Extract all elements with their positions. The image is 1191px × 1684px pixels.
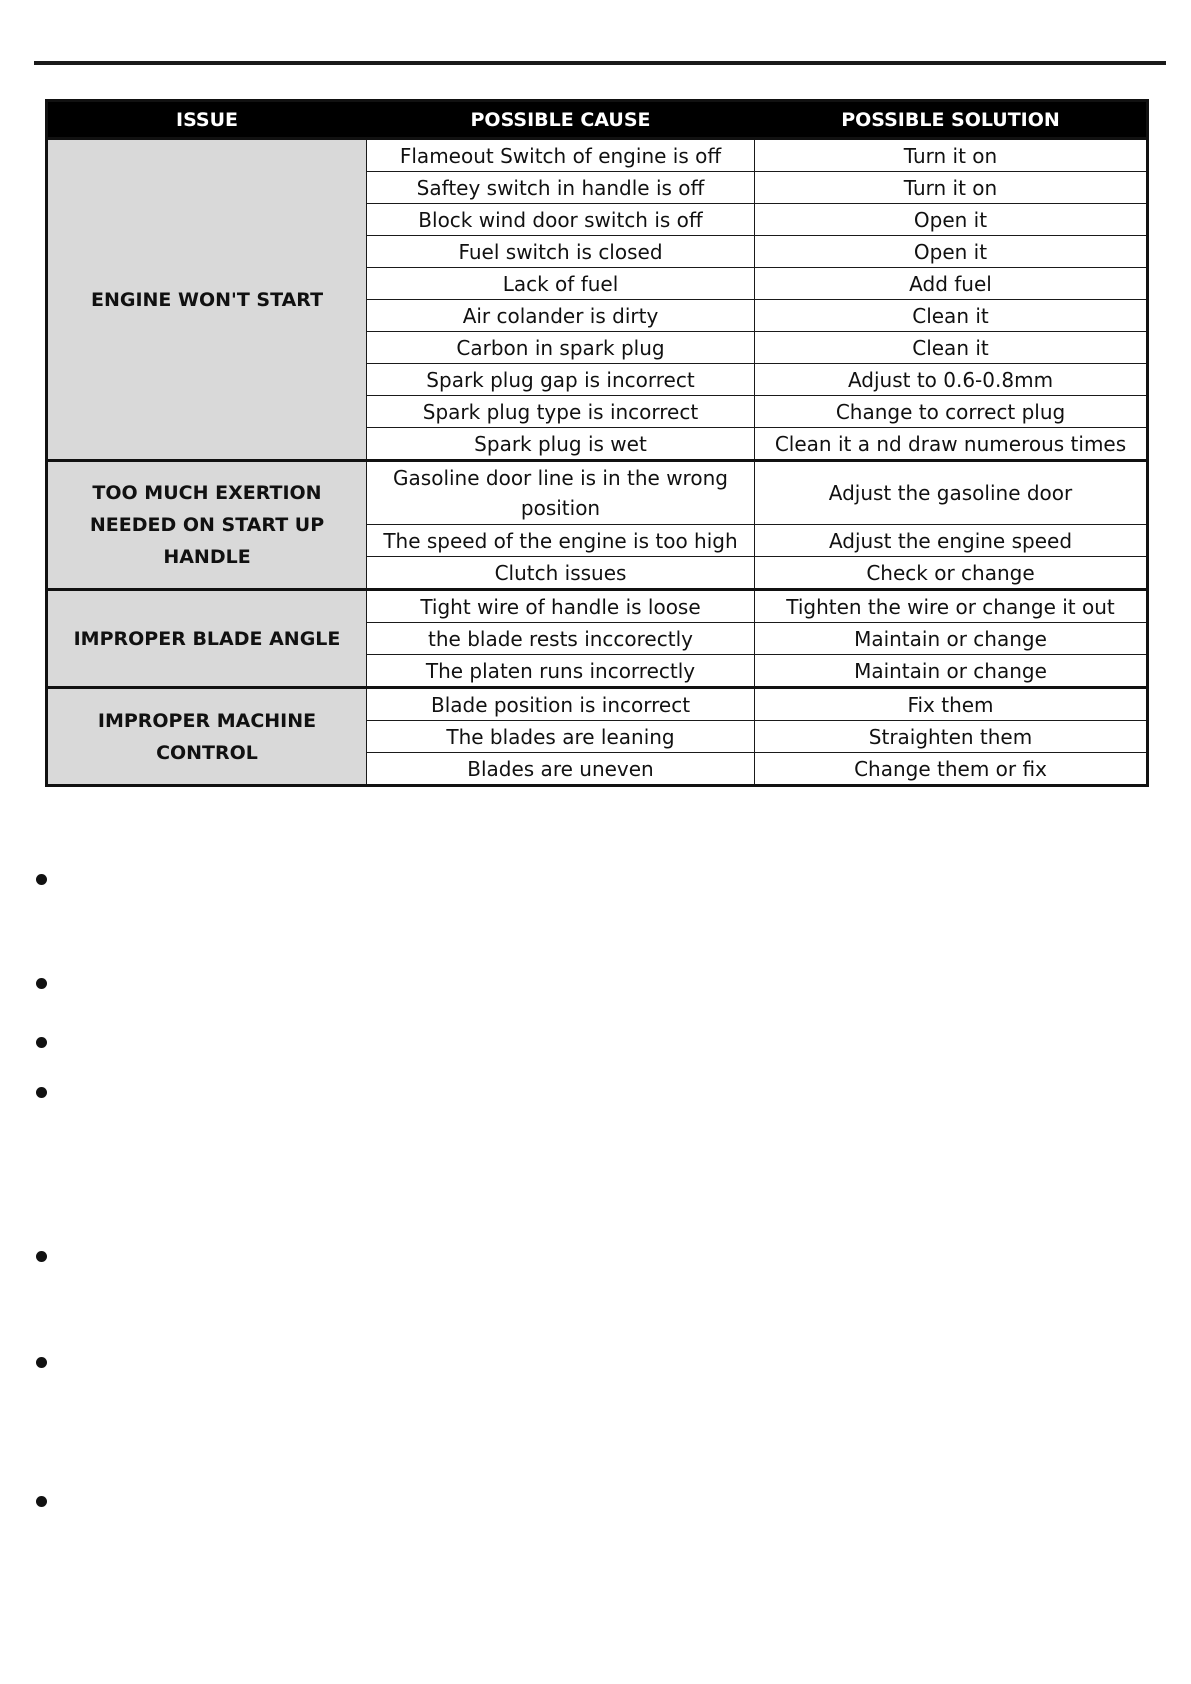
cause-cell: Spark plug type is incorrect	[367, 396, 755, 428]
solution-cell: Clean it	[755, 300, 1148, 332]
header-possible-cause: POSSIBLE CAUSE	[367, 101, 755, 139]
bullet-point	[36, 1087, 47, 1098]
solution-cell: Open it	[755, 236, 1148, 268]
header-possible-solution: POSSIBLE SOLUTION	[755, 101, 1148, 139]
bullet-point	[36, 1251, 47, 1262]
solution-cell: Check or change	[755, 557, 1148, 590]
issue-cell: ENGINE WON'T START	[47, 139, 367, 461]
table-row	[47, 139, 1148, 172]
cause-cell: The blades are leaning	[367, 721, 755, 753]
solution-cell: Clean it	[755, 332, 1148, 364]
solution-cell: Adjust to 0.6-0.8mm	[755, 364, 1148, 396]
table-row	[47, 590, 1148, 623]
solution-cell: Maintain or change	[755, 623, 1148, 655]
bullet-point	[36, 1037, 47, 1048]
top-rule	[34, 61, 1166, 65]
cause-cell: Block wind door switch is off	[367, 204, 755, 236]
cause-cell: Spark plug is wet	[367, 428, 755, 461]
issue-cell: IMPROPER MACHINE CONTROL	[47, 688, 367, 786]
issue-cell: IMPROPER BLADE ANGLE	[47, 590, 367, 688]
cause-cell: Saftey switch in handle is off	[367, 172, 755, 204]
cause-cell: The platen runs incorrectly	[367, 655, 755, 688]
cause-cell: Gasoline door line is in the wrong position	[367, 461, 755, 525]
cause-cell: Spark plug gap is incorrect	[367, 364, 755, 396]
bullet-point	[36, 1357, 47, 1368]
cause-cell: Fuel switch is closed	[367, 236, 755, 268]
cause-cell: the blade rests inccorectly	[367, 623, 755, 655]
cause-cell: Clutch issues	[367, 557, 755, 590]
cause-cell: Lack of fuel	[367, 268, 755, 300]
cause-cell: Tight wire of handle is loose	[367, 590, 755, 623]
troubleshooting-table	[45, 99, 1149, 787]
solution-cell: Turn it on	[755, 172, 1148, 204]
solution-cell: Tighten the wire or change it out	[755, 590, 1148, 623]
cause-cell: Flameout Switch of engine is off	[367, 139, 755, 172]
cause-cell: Air colander is dirty	[367, 300, 755, 332]
solution-cell: Change them or fix	[755, 753, 1148, 786]
cause-cell: Blades are uneven	[367, 753, 755, 786]
cause-cell: Carbon in spark plug	[367, 332, 755, 364]
issue-cell: TOO MUCH EXERTION NEEDED ON START UP HANDLE	[47, 461, 367, 590]
table-row	[47, 688, 1148, 721]
solution-cell: Adjust the gasoline door	[755, 461, 1148, 525]
solution-cell: Add fuel	[755, 268, 1148, 300]
solution-cell: Open it	[755, 204, 1148, 236]
cause-cell: The speed of the engine is too high	[367, 525, 755, 557]
table-header-row	[47, 101, 1148, 139]
solution-cell: Change to correct plug	[755, 396, 1148, 428]
solution-cell: Adjust the engine speed	[755, 525, 1148, 557]
table-row	[47, 461, 1148, 525]
bullet-point	[36, 978, 47, 989]
solution-cell: Straighten them	[755, 721, 1148, 753]
solution-cell: Clean it a nd draw numerous times	[755, 428, 1148, 461]
solution-cell: Maintain or change	[755, 655, 1148, 688]
bullet-point	[36, 1496, 47, 1507]
header-issue: ISSUE	[47, 101, 367, 139]
bullet-point	[36, 874, 47, 885]
cause-cell: Blade position is incorrect	[367, 688, 755, 721]
solution-cell: Fix them	[755, 688, 1148, 721]
solution-cell: Turn it on	[755, 139, 1148, 172]
